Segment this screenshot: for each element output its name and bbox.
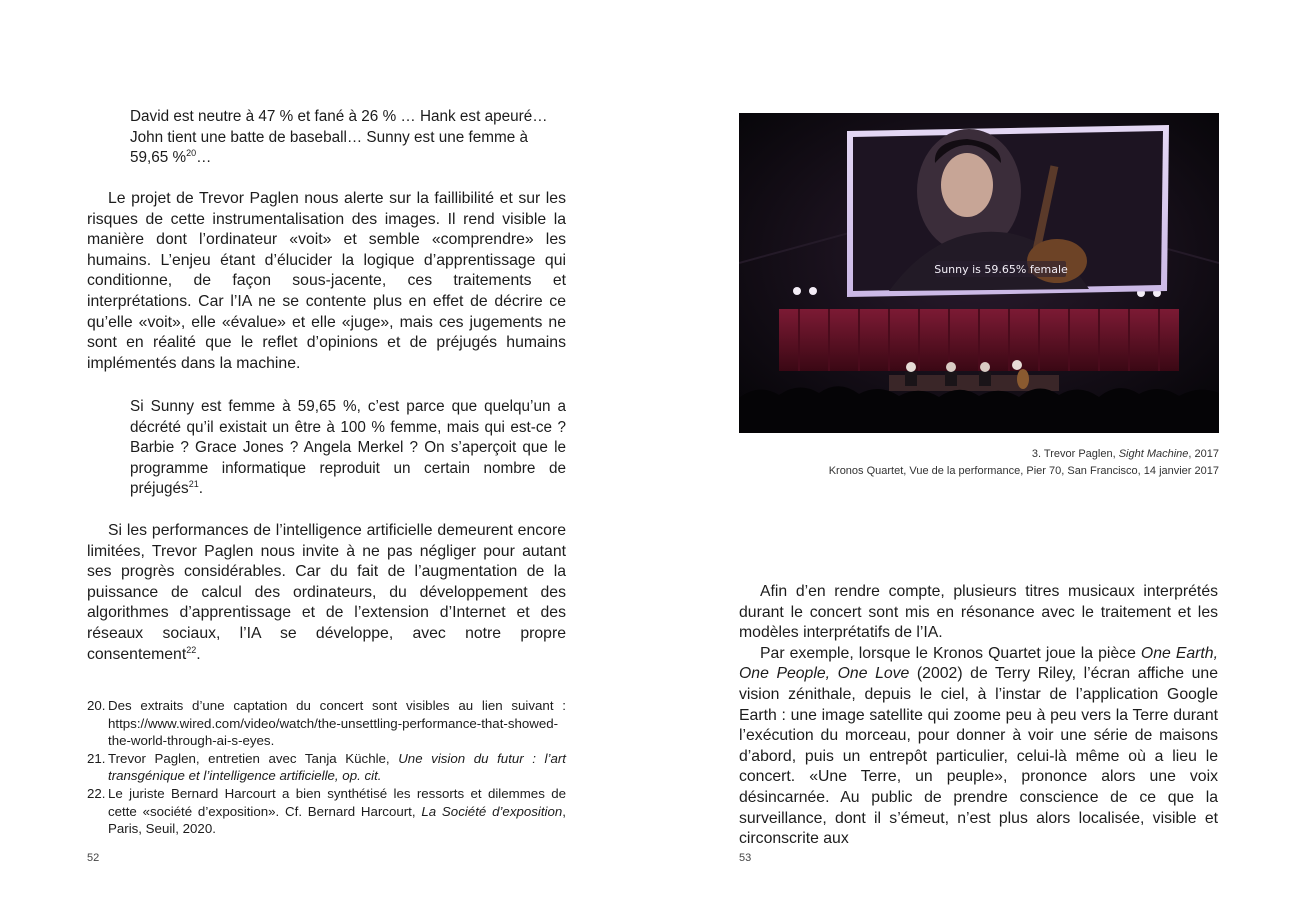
quote-line: David est neutre à 47 % et fané à 26 % … Hank est apeuré… bbox=[130, 108, 548, 125]
footnote-ref-21[interactable]: 21 bbox=[188, 479, 199, 489]
footnote-ref-22[interactable]: 22 bbox=[186, 644, 197, 655]
body-paragraph-2: Si les performances de l’intelligence artificielle demeurent encore limitées, Trevor Paglen nous invite à ne pas négliger pour autant ses progrès considérables. Car du fait de l’augmentation de la puissance de calcul des ordinateurs, du développement des algorithmes d’apprentissage et de l’extension d’Internet et des réseaux sociaux, l’IA se développe, avec notre propre consentement$^{22}$. bbox=[87, 522, 566, 663]
quote-line: John tient une batte de baseball… Sunny est une femme à bbox=[130, 128, 528, 146]
footnote-22: 22. Le juriste Bernard Harcourt a bien synthétisé les ressorts et dilemmes de cette «société d’exposition». Cf. Bernard Harcourt, La Société d’exposition, Paris, Seuil, 2020. bbox=[87, 785, 566, 837]
page-number: 53 bbox=[739, 852, 752, 864]
body-paragraph: Par exemple, lorsque le Kronos Quartet joue la pièce One Earth, One People, One Love (2002) de Terry Riley, l’écran affiche une vision zénithale, depuis le ciel, à l’instar de l’application Google Earth : une image satellite qui zoome peu à peu vers la Terre durant l’exécution du morceau, pour donner à voir une série de maisons d’abord, puis un entrepôt particulier, celui-là même où a lieu le concert. «Une Terre, un peuple», prononce alors une voix désincarnée. Au public de prendre conscience de ce que la surveillance, dont il s’émeut, n’est plus alors localisée, visible et circonscrite aux bbox=[739, 644, 1218, 848]
left-page bbox=[0, 0, 652, 913]
right-page bbox=[652, 0, 1305, 913]
footnote-21: 21. Trevor Paglen, entretien avec Tanja Küchle, Une vision du futur : l’art transgénique et l’intelligence artificielle, op. cit. bbox=[87, 750, 566, 784]
footnotes bbox=[87, 697, 566, 838]
footnote-ref-20[interactable]: 20 bbox=[186, 148, 197, 158]
body-paragraph-1: Le projet de Trevor Paglen nous alerte sur la faillibilité et sur les risques de cette instrumentalisation des images. Il rend visible la manière dont l’ordinateur «voit» et semble «comprendre» les humains. L’enjeu étant d’élucider la logique d’apprentissage qui conditionne, de façon sous-jacente, ces traitements et interprétations. Car l’IA ne se contente plus en effet de décrire ce qu’elle «voit», elle «évalue» et elle «juge», mais ces jugements ne sont en réalité que le reflet d’opinions et de préjugés humains implémentés dans la machine. bbox=[87, 190, 566, 372]
body-paragraph: Afin d’en rendre compte, plusieurs titres musicaux interprétés durant le concert sont mis en résonance avec le traitement et les modèles interprétatifs de l’IA. bbox=[739, 583, 1218, 642]
caption-line-1: 3. Trevor Paglen, Sight Machine, 2017 bbox=[1031, 448, 1219, 460]
right-body-text bbox=[739, 582, 1218, 850]
footnote-20: 20. Des extraits d’une captation du concert sont visibles au lien suivant : https://www.wired.com/video/watch/the-unsettling-performance-that-showed-the-world-through-ai-s-eyes. bbox=[87, 698, 566, 749]
quote-line: 59,65 %$^{20}$… bbox=[130, 148, 212, 166]
concert-photo bbox=[739, 113, 1219, 433]
screen-subtitle: Sunny is 59.65% female bbox=[934, 263, 1068, 276]
block-quote-2: Si Sunny est femme à 59,65 %, c’est parce que quelqu’un a décrété qu’il existait un être à 100 % femme, mais qui est-ce ? Barbie ? Grace Jones ? Angela Merkel ? On s’aperçoit que le programme informatique reproduit un certain nombre de préjugés$^{21}$. bbox=[130, 398, 566, 497]
page-number: 52 bbox=[87, 852, 100, 864]
caption-line-2: Kronos Quartet, Vue de la performance, Pier 70, San Francisco, 14 janvier 2017 bbox=[828, 465, 1219, 477]
figure-caption bbox=[739, 446, 1219, 480]
block-quote-1 bbox=[130, 107, 566, 169]
